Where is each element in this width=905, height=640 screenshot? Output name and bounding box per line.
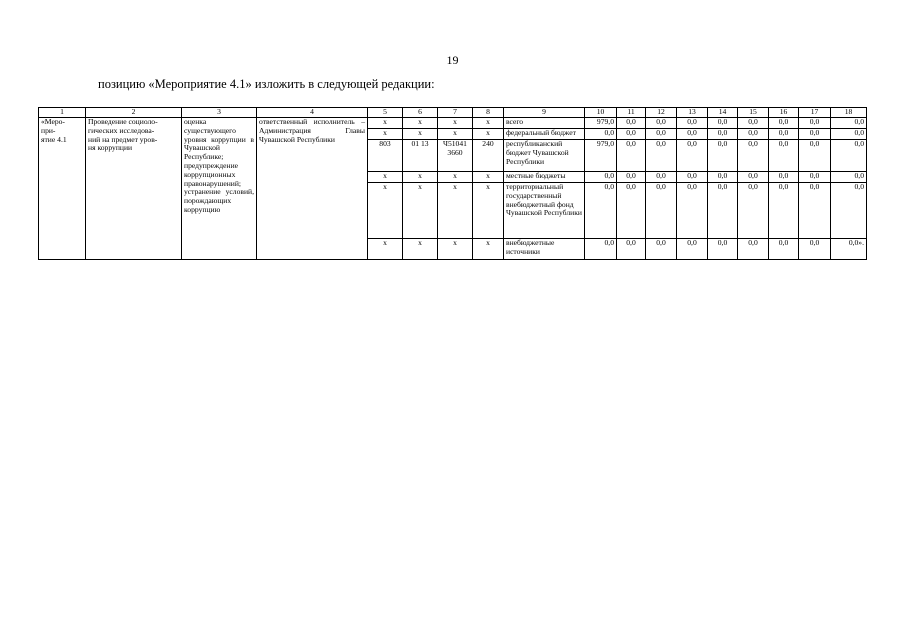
year-value-cell: 0,0 [617,172,646,183]
year-value-cell: 0,0 [738,183,769,239]
section-code-cell: x [403,118,438,129]
column-header-4: 4 [257,108,368,118]
grbs-code-cell: x [368,239,403,260]
column-header-17: 17 [799,108,831,118]
year-value-cell: 0,0 [677,239,708,260]
year-value-cell: 0,0 [738,129,769,140]
target-article-cell: x [438,118,473,129]
section-code-cell: x [403,129,438,140]
responsible-executor-cell: ответственный исполнитель – Администрация Главы Чувашской Республики [257,118,368,260]
grbs-code-cell: x [368,129,403,140]
target-article-cell: x [438,183,473,239]
column-header-12: 12 [646,108,677,118]
funding-source-cell: всего [504,118,585,129]
year-value-cell: 0,0 [769,172,799,183]
year-value-cell: 0,0 [677,140,708,172]
table-body [39,118,867,260]
year-value-cell: 0,0 [617,118,646,129]
year-value-cell: 0,0 [831,140,867,172]
column-header-2: 2 [86,108,182,118]
year-value-cell: 0,0 [769,183,799,239]
year-value-cell: 0,0 [769,140,799,172]
year-value-cell: 0,0 [799,239,831,260]
year-value-cell: 979,0 [585,118,617,129]
column-header-5: 5 [368,108,403,118]
year-value-cell: 0,0 [799,129,831,140]
year-value-cell: 0,0 [799,183,831,239]
year-value-cell: 0,0 [617,239,646,260]
year-value-cell: 0,0 [799,172,831,183]
year-value-cell: 0,0 [646,183,677,239]
year-value-cell: 0,0 [677,118,708,129]
funding-source-cell: республиканский бюджет Чувашской Республики [504,140,585,172]
year-value-cell: 0,0 [708,140,738,172]
section-code-cell: x [403,172,438,183]
year-value-cell: 0,0 [799,140,831,172]
year-value-cell: 0,0 [646,172,677,183]
expense-type-cell: 240 [473,140,504,172]
year-value-cell: 0,0 [677,129,708,140]
year-value-cell: 0,0 [677,183,708,239]
section-code-cell: x [403,239,438,260]
expected-results-cell: оценка существующего уровня коррупции в Чувашской Республике; предупреждение коррупционных правонарушений; устранение условий, порождающих коррупцию [182,118,257,260]
grbs-code-cell: x [368,118,403,129]
year-value-cell: 0,0 [646,118,677,129]
year-value-cell: 0,0 [708,172,738,183]
column-header-7: 7 [438,108,473,118]
target-article-cell: x [438,172,473,183]
year-value-cell: 0,0». [831,239,867,260]
grbs-code-cell: x [368,183,403,239]
year-value-cell: 0,0 [769,129,799,140]
expense-type-cell: x [473,183,504,239]
year-value-cell: 0,0 [585,183,617,239]
column-header-6: 6 [403,108,438,118]
year-value-cell: 0,0 [738,239,769,260]
year-value-cell: 0,0 [677,172,708,183]
funding-source-cell: территориальный государственный внебюджетный фонд Чувашской Республики [504,183,585,239]
year-value-cell: 0,0 [831,183,867,239]
year-value-cell: 0,0 [738,140,769,172]
column-header-3: 3 [182,108,257,118]
column-header-11: 11 [617,108,646,118]
year-value-cell: 0,0 [585,129,617,140]
activity-table [38,107,867,260]
expense-type-cell: x [473,118,504,129]
expense-type-cell: x [473,129,504,140]
table-row [39,118,867,129]
column-header-8: 8 [473,108,504,118]
year-value-cell: 0,0 [831,172,867,183]
year-value-cell: 0,0 [646,129,677,140]
target-article-cell: x [438,129,473,140]
section-code-cell: 01 13 [403,140,438,172]
year-value-cell: 0,0 [708,239,738,260]
year-value-cell: 0,0 [708,129,738,140]
year-value-cell: 979,0 [585,140,617,172]
year-value-cell: 0,0 [646,239,677,260]
activity-description-cell: Проведение социоло- гических исследова- ний на предмет уров- ня коррупции [86,118,182,260]
year-value-cell: 0,0 [831,129,867,140]
year-value-cell: 0,0 [831,118,867,129]
column-header-16: 16 [769,108,799,118]
column-header-14: 14 [708,108,738,118]
year-value-cell: 0,0 [738,172,769,183]
funding-source-cell: федеральный бюджет [504,129,585,140]
year-value-cell: 0,0 [646,140,677,172]
column-header-13: 13 [677,108,708,118]
target-article-cell: x [438,239,473,260]
expense-type-cell: x [473,172,504,183]
year-value-cell: 0,0 [738,118,769,129]
year-value-cell: 0,0 [617,129,646,140]
header-row [39,108,867,118]
funding-source-cell: местные бюджеты [504,172,585,183]
column-header-15: 15 [738,108,769,118]
year-value-cell: 0,0 [708,118,738,129]
column-header-9: 9 [504,108,585,118]
grbs-code-cell: 803 [368,140,403,172]
intro-text: позицию «Мероприятие 4.1» изложить в следующей редакции: [98,77,435,91]
column-header-18: 18 [831,108,867,118]
activity-name-cell: «Меро- при- ятие 4.1 [39,118,86,260]
year-value-cell: 0,0 [585,172,617,183]
grbs-code-cell: x [368,172,403,183]
year-value-cell: 0,0 [769,118,799,129]
expense-type-cell: x [473,239,504,260]
column-header-1: 1 [39,108,86,118]
page-number: 19 [446,53,459,67]
year-value-cell: 0,0 [708,183,738,239]
year-value-cell: 0,0 [769,239,799,260]
year-value-cell: 0,0 [585,239,617,260]
funding-source-cell: внебюджетные источники [504,239,585,260]
column-header-10: 10 [585,108,617,118]
year-value-cell: 0,0 [799,118,831,129]
year-value-cell: 0,0 [617,183,646,239]
target-article-cell: Ч51041 3660 [438,140,473,172]
section-code-cell: x [403,183,438,239]
year-value-cell: 0,0 [617,140,646,172]
